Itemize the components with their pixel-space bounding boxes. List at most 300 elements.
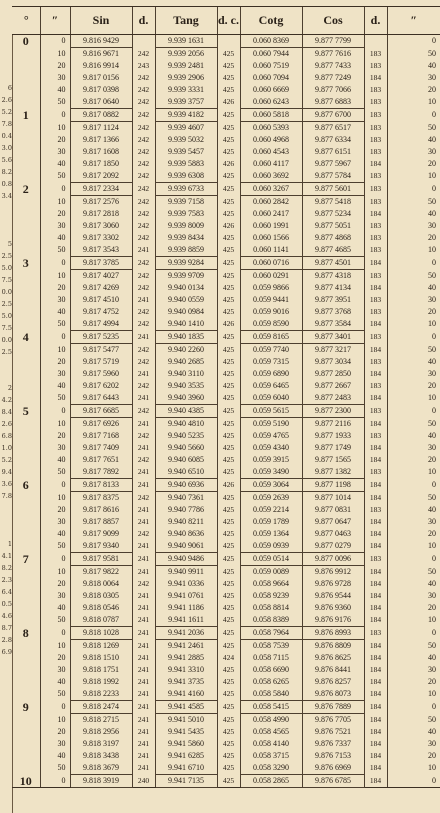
seconds-cell: 20 bbox=[40, 430, 70, 442]
cos-cell: 9.876 9912 bbox=[302, 566, 364, 579]
common-diff-cell: 425 bbox=[217, 516, 240, 528]
sin-diff-cell: 241 bbox=[132, 504, 155, 516]
sin-cell: 9.818 0546 bbox=[70, 602, 132, 614]
seconds-right-cell: 50 bbox=[387, 122, 440, 135]
degree-cell bbox=[12, 208, 40, 220]
common-diff-cell: 425 bbox=[217, 614, 240, 627]
common-diff-cell: 425 bbox=[217, 578, 240, 590]
table-row bbox=[12, 331, 440, 344]
cos-cell: 9.877 3951 bbox=[302, 294, 364, 306]
sin-cell: 9.817 8133 bbox=[70, 479, 132, 492]
seconds-right-cell: 50 bbox=[387, 566, 440, 579]
cotg-cell: 0.059 2214 bbox=[240, 504, 302, 516]
table-row bbox=[12, 183, 440, 196]
cos-cell: 9.876 8993 bbox=[302, 627, 364, 640]
sin-diff-cell: 242 bbox=[132, 492, 155, 505]
sin-diff-cell: 242 bbox=[132, 146, 155, 158]
sin-cell: 9.817 2576 bbox=[70, 196, 132, 209]
header-cotg: Cotg bbox=[240, 7, 302, 35]
seconds-right-cell: 50 bbox=[387, 344, 440, 357]
seconds-right-cell: 30 bbox=[387, 146, 440, 158]
sin-diff-cell: 241 bbox=[132, 516, 155, 528]
sin-diff-cell: 242 bbox=[132, 72, 155, 84]
seconds-cell: 0 bbox=[40, 627, 70, 640]
table-row bbox=[12, 676, 440, 688]
sin-cell: 9.817 5960 bbox=[70, 368, 132, 380]
degree-cell bbox=[12, 84, 40, 96]
common-diff-cell: 425 bbox=[217, 454, 240, 466]
header-row bbox=[12, 7, 440, 35]
header-sin-diff: d. bbox=[132, 7, 155, 35]
common-diff-cell: 425 bbox=[217, 84, 240, 96]
degree-cell: 3 bbox=[22, 256, 29, 270]
common-diff-cell: 425 bbox=[217, 183, 240, 196]
degree-cell bbox=[12, 196, 40, 209]
common-diff-cell: 425 bbox=[217, 442, 240, 454]
table-row bbox=[12, 270, 440, 283]
cotg-cell: 0.060 0291 bbox=[240, 270, 302, 283]
cotg-cell: 0.058 5415 bbox=[240, 701, 302, 714]
sin-cell: 9.817 8616 bbox=[70, 504, 132, 516]
seconds-right-cell: 0 bbox=[387, 701, 440, 714]
cotg-cell: 0.058 6690 bbox=[240, 664, 302, 676]
seconds-right-cell: 50 bbox=[387, 196, 440, 209]
sin-cell: 9.818 3679 bbox=[70, 762, 132, 775]
cos-diff-cell: 183 bbox=[364, 232, 387, 244]
seconds-right-cell: 0 bbox=[387, 331, 440, 344]
tang-cell: 9.940 6085 bbox=[155, 454, 217, 466]
sin-diff-cell: 240 bbox=[132, 775, 155, 788]
sin-diff-cell: 242 bbox=[132, 380, 155, 392]
seconds-right-cell: 40 bbox=[387, 356, 440, 368]
sin-diff-cell: 242 bbox=[132, 84, 155, 96]
cotg-cell: 0.059 3064 bbox=[240, 479, 302, 492]
sin-diff-cell: 241 bbox=[132, 479, 155, 492]
cotg-cell: 0.058 3715 bbox=[240, 750, 302, 762]
tang-cell: 9.940 3960 bbox=[155, 392, 217, 405]
table-row bbox=[12, 775, 440, 788]
cotg-cell: 0.059 1789 bbox=[240, 516, 302, 528]
seconds-right-cell: 0 bbox=[387, 775, 440, 788]
sin-cell: 9.817 7651 bbox=[70, 454, 132, 466]
sin-diff-cell: 242 bbox=[132, 232, 155, 244]
degree-cell bbox=[12, 578, 40, 590]
sin-diff-cell: 242 bbox=[132, 257, 155, 270]
cos-cell: 9.877 7433 bbox=[302, 60, 364, 72]
seconds-right-cell: 10 bbox=[387, 392, 440, 405]
margin-note: 3.4 bbox=[1, 192, 12, 200]
seconds-cell: 0 bbox=[40, 331, 70, 344]
seconds-cell: 20 bbox=[40, 652, 70, 664]
cos-cell: 9.876 9176 bbox=[302, 614, 364, 627]
common-diff-cell: 425 bbox=[217, 762, 240, 775]
seconds-cell: 30 bbox=[40, 442, 70, 454]
sin-cell: 9.817 4027 bbox=[70, 270, 132, 283]
tang-cell: 9.939 9709 bbox=[155, 270, 217, 283]
cos-diff-cell: 183 bbox=[364, 306, 387, 318]
margin-note: 2.3 bbox=[1, 576, 12, 584]
margin-note: 5.0 bbox=[1, 264, 12, 272]
cotg-cell: 0.059 6890 bbox=[240, 368, 302, 380]
table-row bbox=[12, 60, 440, 72]
cos-diff-cell: 184 bbox=[364, 208, 387, 220]
common-diff-cell: 425 bbox=[217, 232, 240, 244]
cos-diff-cell: 184 bbox=[364, 392, 387, 405]
sin-cell: 9.817 7409 bbox=[70, 442, 132, 454]
tang-cell: 9.939 8009 bbox=[155, 220, 217, 232]
sin-cell: 9.817 2818 bbox=[70, 208, 132, 220]
sin-diff-cell: 241 bbox=[132, 676, 155, 688]
common-diff-cell: 425 bbox=[217, 208, 240, 220]
cos-diff-cell: 183 bbox=[364, 504, 387, 516]
table-row bbox=[12, 640, 440, 653]
cos-cell: 9.877 4318 bbox=[302, 270, 364, 283]
margin-note: 8.4 bbox=[1, 408, 12, 416]
cotg-cell: 0.059 4765 bbox=[240, 430, 302, 442]
tang-cell: 9.940 8211 bbox=[155, 516, 217, 528]
common-diff-cell: 425 bbox=[217, 196, 240, 209]
common-diff-cell: 426 bbox=[217, 158, 240, 170]
cotg-cell: 0.059 7315 bbox=[240, 356, 302, 368]
cotg-cell: 0.059 5190 bbox=[240, 418, 302, 431]
sin-cell: 9.817 8857 bbox=[70, 516, 132, 528]
cos-diff-cell: 184 bbox=[364, 775, 387, 788]
cos-diff-cell: 184 bbox=[364, 738, 387, 750]
cotg-cell: 0.058 8389 bbox=[240, 614, 302, 627]
cotg-cell: 0.058 7964 bbox=[240, 627, 302, 640]
sin-cell: 9.818 0305 bbox=[70, 590, 132, 602]
seconds-cell: 10 bbox=[40, 640, 70, 653]
cos-cell: 9.876 6969 bbox=[302, 762, 364, 775]
seconds-cell: 40 bbox=[40, 84, 70, 96]
seconds-cell: 20 bbox=[40, 356, 70, 368]
seconds-right-cell: 0 bbox=[387, 627, 440, 640]
tang-cell: 9.940 9061 bbox=[155, 540, 217, 553]
cos-cell: 9.877 5051 bbox=[302, 220, 364, 232]
seconds-cell: 30 bbox=[40, 664, 70, 676]
table-row bbox=[12, 122, 440, 135]
sin-diff-cell: 242 bbox=[132, 578, 155, 590]
cos-diff-cell: 184 bbox=[364, 664, 387, 676]
seconds-right-cell: 50 bbox=[387, 48, 440, 61]
tang-cell: 9.939 2481 bbox=[155, 60, 217, 72]
seconds-cell: 50 bbox=[40, 170, 70, 183]
cos-cell: 9.877 4134 bbox=[302, 282, 364, 294]
sin-cell: 9.817 9581 bbox=[70, 553, 132, 566]
seconds-right-cell: 30 bbox=[387, 516, 440, 528]
seconds-right-cell: 0 bbox=[387, 553, 440, 566]
cos-diff-cell: 184 bbox=[364, 418, 387, 431]
sin-cell: 9.817 6202 bbox=[70, 380, 132, 392]
cos-diff-cell: 184 bbox=[364, 566, 387, 579]
sin-cell: 9.817 4269 bbox=[70, 282, 132, 294]
cos-cell: 9.877 1565 bbox=[302, 454, 364, 466]
sin-diff-cell: 242 bbox=[132, 306, 155, 318]
degree-cell bbox=[12, 602, 40, 614]
margin-note: 0.0 bbox=[1, 336, 12, 344]
sin-cell: 9.818 3197 bbox=[70, 738, 132, 750]
degree-cell: 5 bbox=[22, 404, 29, 418]
tang-cell: 9.939 2056 bbox=[155, 48, 217, 61]
cotg-cell: 0.059 4340 bbox=[240, 442, 302, 454]
tang-cell: 9.941 6285 bbox=[155, 750, 217, 762]
sin-cell: 9.818 0787 bbox=[70, 614, 132, 627]
sin-cell: 9.817 9340 bbox=[70, 540, 132, 553]
cos-cell: 9.876 7153 bbox=[302, 750, 364, 762]
cos-diff-cell: 184 bbox=[364, 492, 387, 505]
margin-note: 0.0 bbox=[1, 288, 12, 296]
cotg-cell: 0.059 3915 bbox=[240, 454, 302, 466]
seconds-right-cell: 0 bbox=[387, 257, 440, 270]
table-row bbox=[12, 257, 440, 270]
seconds-cell: 50 bbox=[40, 392, 70, 405]
seconds-right-cell: 10 bbox=[387, 466, 440, 479]
cotg-cell: 0.060 3267 bbox=[240, 183, 302, 196]
cotg-cell: 0.060 7519 bbox=[240, 60, 302, 72]
seconds-right-cell: 20 bbox=[387, 676, 440, 688]
cos-diff-cell: 184 bbox=[364, 578, 387, 590]
sin-cell: 9.817 3302 bbox=[70, 232, 132, 244]
cotg-cell: 0.060 5818 bbox=[240, 109, 302, 122]
sin-diff-cell: 241 bbox=[132, 726, 155, 738]
tang-cell: 9.940 8636 bbox=[155, 528, 217, 540]
sin-cell: 9.817 1608 bbox=[70, 146, 132, 158]
margin-note: 2.8 bbox=[1, 636, 12, 644]
tang-cell: 9.939 5032 bbox=[155, 134, 217, 146]
sin-cell: 9.817 3060 bbox=[70, 220, 132, 232]
degree-cell bbox=[12, 60, 40, 72]
seconds-right-cell: 20 bbox=[387, 232, 440, 244]
seconds-cell: 0 bbox=[40, 701, 70, 714]
table-row bbox=[12, 602, 440, 614]
cotg-cell: 0.059 9866 bbox=[240, 282, 302, 294]
cos-cell: 9.877 5784 bbox=[302, 170, 364, 183]
seconds-cell: 10 bbox=[40, 48, 70, 61]
table-row bbox=[12, 134, 440, 146]
cos-cell: 9.876 6785 bbox=[302, 775, 364, 788]
degree-cell: 6 bbox=[22, 478, 29, 492]
sin-cell: 9.817 6443 bbox=[70, 392, 132, 405]
common-diff-cell: 425 bbox=[217, 714, 240, 727]
seconds-right-cell: 0 bbox=[387, 109, 440, 122]
table-row bbox=[12, 220, 440, 232]
margin-note: 3.0 bbox=[1, 144, 12, 152]
degree-cell: 0 bbox=[22, 34, 29, 49]
cotg-cell: 0.059 8590 bbox=[240, 318, 302, 331]
sin-diff-cell: 241 bbox=[132, 540, 155, 553]
cos-diff-cell: 184 bbox=[364, 726, 387, 738]
cotg-cell: 0.060 3692 bbox=[240, 170, 302, 183]
cos-diff-cell: 184 bbox=[364, 257, 387, 270]
tang-cell: 9.941 7135 bbox=[155, 775, 217, 788]
sin-diff-cell: 242 bbox=[132, 282, 155, 294]
sin-cell: 9.817 2092 bbox=[70, 170, 132, 183]
seconds-right-cell: 40 bbox=[387, 430, 440, 442]
seconds-cell: 40 bbox=[40, 528, 70, 540]
degree-cell bbox=[12, 714, 40, 727]
margin-note: 6.4 bbox=[1, 588, 12, 596]
tang-cell: 9.941 2461 bbox=[155, 640, 217, 653]
degree-cell bbox=[12, 380, 40, 392]
seconds-right-cell: 50 bbox=[387, 714, 440, 727]
degree-cell bbox=[12, 466, 40, 479]
table-row bbox=[12, 170, 440, 183]
degree-cell: 1 bbox=[22, 108, 29, 122]
common-diff-cell: 425 bbox=[217, 627, 240, 640]
seconds-cell: 20 bbox=[40, 726, 70, 738]
seconds-cell: 30 bbox=[40, 72, 70, 84]
cotg-cell: 0.060 4968 bbox=[240, 134, 302, 146]
degree-cell bbox=[12, 244, 40, 257]
degree-cell bbox=[12, 232, 40, 244]
degree-cell bbox=[12, 640, 40, 653]
cos-cell: 9.877 3217 bbox=[302, 344, 364, 357]
header-seconds: ″ bbox=[40, 7, 70, 35]
cos-diff-cell: 184 bbox=[364, 282, 387, 294]
cos-cell: 9.877 2850 bbox=[302, 368, 364, 380]
common-diff-cell: 425 bbox=[217, 418, 240, 431]
sin-diff-cell: 241 bbox=[132, 664, 155, 676]
cos-diff-cell: 184 bbox=[364, 602, 387, 614]
table-row bbox=[12, 48, 440, 61]
cos-diff-cell: 183 bbox=[364, 60, 387, 72]
sin-diff-cell bbox=[132, 35, 155, 48]
table-row bbox=[12, 430, 440, 442]
seconds-cell: 0 bbox=[40, 257, 70, 270]
common-diff-cell: 425 bbox=[217, 368, 240, 380]
margin-note: 6.9 bbox=[1, 648, 12, 656]
degree-cell bbox=[12, 652, 40, 664]
cos-diff-cell: 184 bbox=[364, 714, 387, 727]
cos-cell: 9.877 3768 bbox=[302, 306, 364, 318]
cotg-cell: 0.060 1566 bbox=[240, 232, 302, 244]
common-diff-cell: 424 bbox=[217, 652, 240, 664]
table-body bbox=[12, 35, 440, 788]
tang-cell: 9.941 3310 bbox=[155, 664, 217, 676]
cos-cell: 9.877 6517 bbox=[302, 122, 364, 135]
cotg-cell: 0.059 2639 bbox=[240, 492, 302, 505]
table-row bbox=[12, 196, 440, 209]
margin-note: 8.2 bbox=[1, 564, 12, 572]
seconds-cell: 10 bbox=[40, 418, 70, 431]
cos-diff-cell: 183 bbox=[364, 244, 387, 257]
cos-cell: 9.876 9360 bbox=[302, 602, 364, 614]
table-row bbox=[12, 454, 440, 466]
table-row bbox=[12, 566, 440, 579]
margin-note: 5.2 bbox=[1, 108, 12, 116]
seconds-right-cell: 0 bbox=[387, 35, 440, 48]
margin-note: 2.5 bbox=[1, 348, 12, 356]
common-diff-cell: 425 bbox=[217, 344, 240, 357]
cos-diff-cell: 183 bbox=[364, 122, 387, 135]
degree-cell bbox=[12, 566, 40, 579]
table-row bbox=[12, 492, 440, 505]
seconds-right-cell: 30 bbox=[387, 664, 440, 676]
common-diff-cell: 426 bbox=[217, 220, 240, 232]
cos-cell: 9.877 4501 bbox=[302, 257, 364, 270]
seconds-cell: 10 bbox=[40, 492, 70, 505]
table-row bbox=[12, 528, 440, 540]
seconds-cell: 10 bbox=[40, 344, 70, 357]
seconds-right-cell: 0 bbox=[387, 479, 440, 492]
seconds-cell: 20 bbox=[40, 60, 70, 72]
sin-cell: 9.818 1751 bbox=[70, 664, 132, 676]
seconds-cell: 0 bbox=[40, 553, 70, 566]
tang-cell: 9.939 6308 bbox=[155, 170, 217, 183]
tang-cell: 9.939 9284 bbox=[155, 257, 217, 270]
seconds-right-cell: 40 bbox=[387, 134, 440, 146]
degree-cell bbox=[12, 688, 40, 701]
tang-cell: 9.940 4385 bbox=[155, 405, 217, 418]
cotg-cell: 0.060 8369 bbox=[240, 35, 302, 48]
cos-diff-cell: 183 bbox=[364, 466, 387, 479]
table-row bbox=[12, 109, 440, 122]
common-diff-cell: 425 bbox=[217, 750, 240, 762]
seconds-cell: 40 bbox=[40, 454, 70, 466]
seconds-cell: 50 bbox=[40, 762, 70, 775]
common-diff-cell: 425 bbox=[217, 306, 240, 318]
table-row bbox=[12, 96, 440, 109]
table-row bbox=[12, 418, 440, 431]
sin-diff-cell: 241 bbox=[132, 442, 155, 454]
degree-cell bbox=[12, 344, 40, 357]
table-row bbox=[12, 282, 440, 294]
tang-cell: 9.940 0134 bbox=[155, 282, 217, 294]
seconds-cell: 20 bbox=[40, 208, 70, 220]
seconds-cell: 40 bbox=[40, 602, 70, 614]
cos-cell: 9.877 5967 bbox=[302, 158, 364, 170]
degree-cell bbox=[12, 392, 40, 405]
seconds-cell: 50 bbox=[40, 540, 70, 553]
degree-cell bbox=[12, 48, 40, 61]
margin-note: 0.4 bbox=[1, 132, 12, 140]
degree-cell bbox=[12, 220, 40, 232]
table-row bbox=[12, 84, 440, 96]
sin-diff-cell: 241 bbox=[132, 640, 155, 653]
table-row bbox=[12, 614, 440, 627]
cos-diff-cell: 183 bbox=[364, 405, 387, 418]
header-seconds-right: ″ bbox=[387, 7, 440, 35]
table-row bbox=[12, 72, 440, 84]
common-diff-cell: 425 bbox=[217, 331, 240, 344]
common-diff-cell: 425 bbox=[217, 664, 240, 676]
sin-diff-cell: 241 bbox=[132, 466, 155, 479]
cos-cell: 9.877 4685 bbox=[302, 244, 364, 257]
degree-cell bbox=[12, 664, 40, 676]
cos-diff-cell: 184 bbox=[364, 528, 387, 540]
sin-cell: 9.816 9914 bbox=[70, 60, 132, 72]
sin-cell: 9.818 1269 bbox=[70, 640, 132, 653]
sin-cell: 9.817 0156 bbox=[70, 72, 132, 84]
tang-cell: 9.939 2906 bbox=[155, 72, 217, 84]
sin-diff-cell: 242 bbox=[132, 430, 155, 442]
seconds-cell: 0 bbox=[40, 405, 70, 418]
degree-cell bbox=[12, 726, 40, 738]
common-diff-cell: 425 bbox=[217, 466, 240, 479]
cos-cell: 9.877 4868 bbox=[302, 232, 364, 244]
cos-cell: 9.877 0279 bbox=[302, 540, 364, 553]
seconds-cell: 20 bbox=[40, 134, 70, 146]
sin-cell: 9.818 2233 bbox=[70, 688, 132, 701]
sin-cell: 9.817 7168 bbox=[70, 430, 132, 442]
margin-note: 0.8 bbox=[1, 180, 12, 188]
header-tang: Tang bbox=[155, 7, 217, 35]
cos-diff-cell: 184 bbox=[364, 368, 387, 380]
table-row bbox=[12, 479, 440, 492]
table-row bbox=[12, 392, 440, 405]
sin-cell: 9.817 6926 bbox=[70, 418, 132, 431]
cos-diff-cell: 184 bbox=[364, 344, 387, 357]
